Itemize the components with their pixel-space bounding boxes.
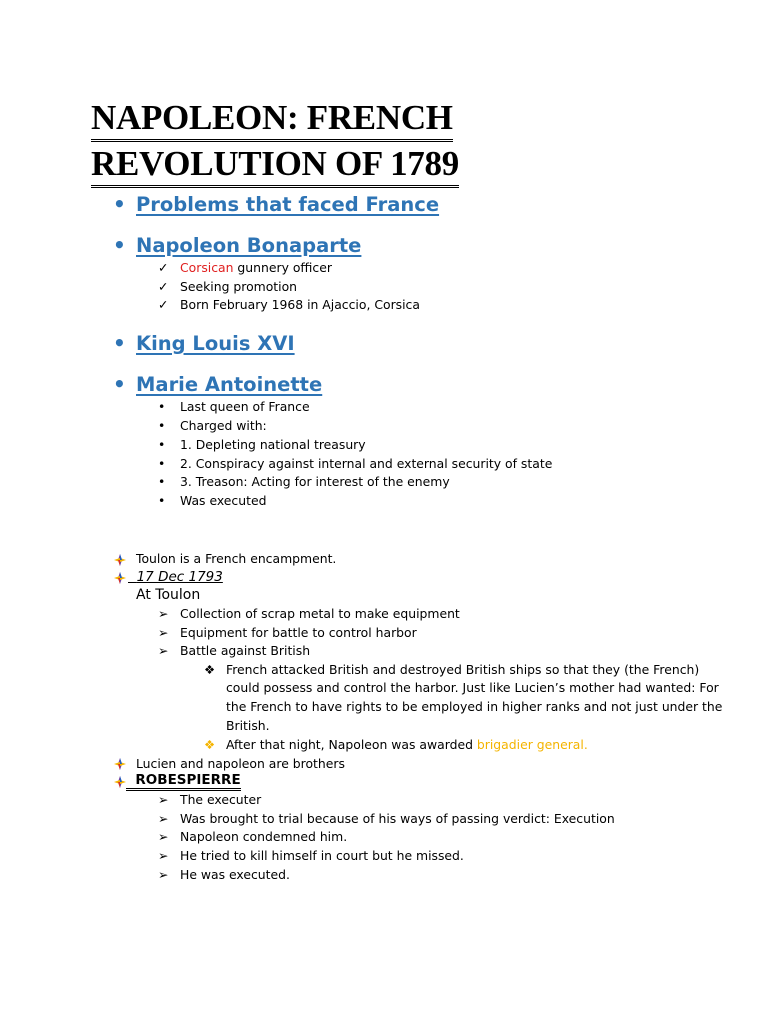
date-heading: 17 Dec 1793	[136, 569, 223, 585]
title-line-1: NAPOLEON: FRENCH	[91, 96, 453, 142]
award-line: After that night, Napoleon was awarded brigadier general.	[226, 737, 588, 752]
heading-problems	[113, 192, 439, 217]
heading-king-louis-label: King Louis XVI	[136, 332, 295, 355]
heading-napoleon	[113, 233, 361, 258]
heading-marie	[113, 372, 322, 397]
lucien-line: Lucien and napoleon are brothers	[136, 756, 345, 771]
heading-problems-label: Problems that faced France	[136, 193, 440, 216]
multicolor-diamond-bullet-icon	[113, 553, 127, 567]
document-title	[91, 96, 459, 188]
bullet-dot: •	[158, 493, 166, 508]
heading-marie-label: Marie Antoinette	[136, 373, 323, 396]
document-page: NAPOLEON: FRENCH REVOLUTION OF 1789 • Problems that faced France • Napoleon Bonaparte ✓ Corsican gunnery officer ✓ Seeking promotion ✓ Born February 1968 in Ajaccio, Corsica • King Louis XVI • Marie Antoinette • Last queen of France • Charged with: • 1. Depleting national treasury • 2. Conspiracy against internal and external security of state • 3. Treason: Acting for interest of the enemy • Was executed Toulon is a French encampment. 17 Dec 1793 At Toulon ➢ Collection of scrap metal to make equipment ➢ Equipment for battle to control harbor ➢ Battle against British ❖ French attacked British and destroyed British ships so that they (the French) could possess and control the harbor. Just like Lucien’s mother had wanted: For the French to have rights to be employed in higher ranks and not just under the British. ❖ After that night, Napoleon was awarded brigadier general. Lucien and napoleon are brothers ROBESPIERRE ➢ The executer ➢ Was brought to trial because of his ways of passing verdict: Execution ➢ Napoleon condemned him. ➢ He tried to kill himself in court but he missed. ➢ He was executed.	[91, 98, 723, 882]
toulon-intro: Toulon is a French encampment.	[136, 551, 337, 566]
heading-napoleon-label: Napoleon Bonaparte	[136, 234, 362, 257]
multicolor-diamond-bullet-icon	[113, 757, 127, 771]
diamond-bullet-icon: ❖	[204, 737, 216, 752]
bullet-dot: •	[113, 192, 126, 216]
diamond-bullet-icon: ❖	[204, 662, 216, 677]
bullet-dot: •	[158, 456, 166, 471]
bullet-dot: •	[158, 399, 166, 414]
bullet-dot: •	[158, 437, 166, 452]
highlight-red: Corsican	[180, 260, 234, 275]
title-line-2: REVOLUTION OF 1789	[91, 142, 459, 188]
robespierre-heading: ROBESPIERRE	[126, 772, 241, 791]
award-highlight: brigadier general.	[476, 737, 588, 752]
check-icon: ✓	[158, 297, 169, 312]
check-icon: ✓	[158, 279, 169, 294]
check-icon: ✓	[158, 260, 169, 275]
bullet-dot: •	[113, 372, 126, 396]
heading-king-louis	[113, 331, 295, 356]
arrow-bullet-icon: ➢	[158, 811, 169, 826]
arrow-bullet-icon: ➢	[158, 867, 169, 882]
arrow-bullet-icon: ➢	[158, 848, 169, 863]
multicolor-diamond-bullet-icon	[113, 571, 127, 585]
bullet-dot: •	[113, 233, 126, 257]
multicolor-diamond-bullet-icon	[113, 775, 127, 789]
arrow-bullet-icon: ➢	[158, 792, 169, 807]
detail-line-2: could possess and control the harbor. Just like Lucien’s mother had wanted: For	[226, 680, 719, 695]
detail-line-3: the French to have rights to be employed in higher ranks and not just under the	[226, 699, 723, 714]
arrow-bullet-icon: ➢	[158, 643, 169, 658]
bullet-dot: •	[158, 474, 166, 489]
bullet-dot: •	[113, 331, 126, 355]
arrow-bullet-icon: ➢	[158, 829, 169, 844]
detail-line-1: French attacked British and destroyed British ships so that they (the French)	[226, 662, 700, 677]
detail-line-4: British.	[226, 718, 270, 733]
at-toulon-label: At Toulon	[136, 587, 201, 603]
arrow-bullet-icon: ➢	[158, 606, 169, 621]
arrow-bullet-icon: ➢	[158, 625, 169, 640]
bullet-dot: •	[158, 418, 166, 433]
